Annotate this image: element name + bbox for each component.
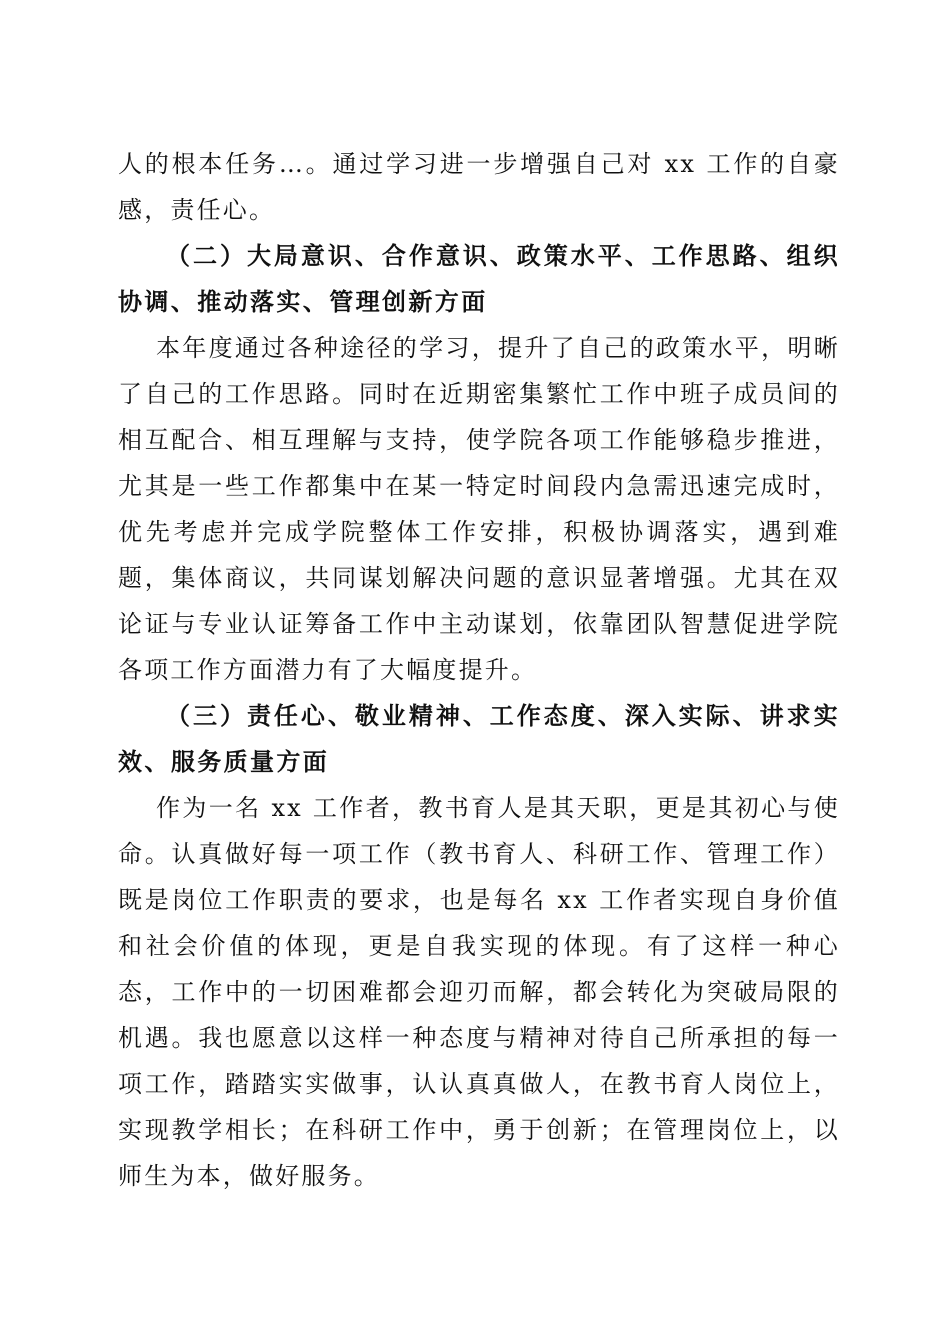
text-line: （二）大局意识、合作意识、政策水平、工作思路、组织协 [118, 241, 840, 316]
text-line: 相互配合、相互理解与支持，使学院各项工作能够稳步推进， [118, 426, 840, 454]
text-line: 工作中的一切困难都会迎刃而解，都会转化为突破局限的机遇。 [118, 978, 841, 1052]
text-line: 做好服务。 [249, 1162, 380, 1190]
text-line: （三）责任心、敬业精神、工作态度、深入实际、讲求实效、 [118, 701, 840, 776]
text-line: 工作方面潜力有了大幅度提升。 [170, 656, 538, 684]
document-body [118, 141, 840, 1199]
text-line: 作为一名 xx 工作者，教书育人是其天职，更是其初心与使 [156, 794, 840, 822]
text-line: 我也愿意以这样一种态度与精神对待自己所承担的每一项工作， [118, 1024, 840, 1098]
text-line: 既是岗位工作职责的要求，也是每名 xx 工作者实现自身价值和 [118, 886, 840, 960]
text-line: 了自己的工作思路。同时在近期密集繁忙工作中班子成员间的 [118, 380, 840, 408]
text-line: 命。认真做好每一项工作（教书育人、科研工作、管理工作） [118, 840, 840, 868]
paragraph-continuation [118, 141, 840, 233]
text-line: 服务质量方面 [170, 747, 330, 776]
text-line: 尤其是一些工作都集中在某一特定时间段内急需迅速完成时， [118, 472, 840, 500]
text-line: 本年度通过各种途径的学习，提升了自己的政策水平，明晰 [156, 334, 840, 362]
paragraph-section-2 [118, 325, 840, 693]
text-line: 社会价值的体现，更是自我实现的体现。有了这样一种心态， [118, 932, 841, 1006]
text-line: 责任心。 [170, 196, 276, 224]
text-line: 优先考虑并完成学院整体工作安排，积极协调落实，遇到难题， [118, 518, 840, 592]
text-line: 踏踏实实做事，认认真真做人，在教书育人岗位上，实现教学 [118, 1070, 840, 1144]
section-heading-3 [118, 693, 840, 785]
text-line: 与专业认证筹备工作中主动谋划，依靠团队智慧促进学院各项 [118, 610, 841, 684]
section-heading-2 [118, 233, 840, 325]
text-line: 人的根本任务…。通过学习进一步增强自己对 xx 工作的自豪感， [118, 150, 840, 224]
text-line: 相长；在科研工作中，勇于创新；在管理岗位上，以师生为本， [118, 1116, 840, 1190]
text-line: 集体商议，共同谋划解决问题的意识显著增强。尤其在双论证 [118, 564, 841, 638]
text-line: 调、推动落实、管理创新方面 [144, 287, 488, 316]
paragraph-section-3 [118, 785, 840, 1199]
